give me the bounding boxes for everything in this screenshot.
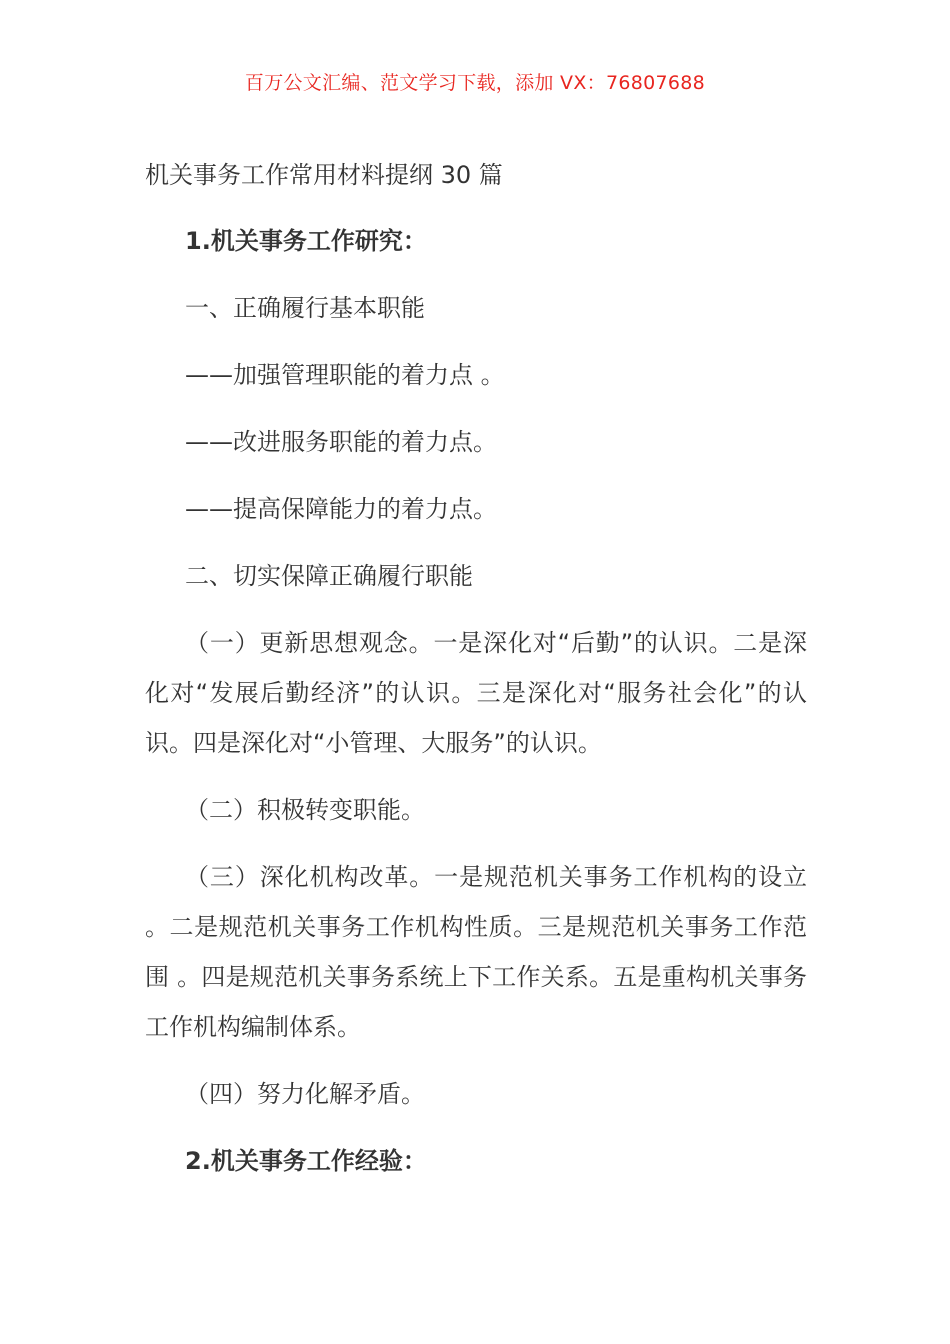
- outline-item: ——提高保障能力的着力点。: [185, 495, 497, 523]
- outline-item: ——改进服务职能的着力点。: [185, 428, 497, 456]
- outline-paragraph: （二）积极转变职能。: [185, 796, 425, 824]
- section-heading-2: 2.机关事务工作经验：: [185, 1147, 427, 1175]
- outline-paragraph: （四）努力化解矛盾。: [185, 1080, 425, 1108]
- outline-heading-2: 二、切实保障正确履行职能: [185, 562, 473, 590]
- outline-paragraph: （一）更新思想观念。一是深化对“后勤”的认识。二是深化对“发展后勤经济”的认识。三是深化对“服务社会化”的认识。四是深化对“小管理、大服务”的认识。: [145, 629, 807, 757]
- download-notice: 百万公文汇编、范文学习下载，添加 VX：76807688: [244, 72, 706, 94]
- document-title: 机关事务工作常用材料提纲 30 篇: [145, 161, 503, 189]
- outline-heading-1: 一、正确履行基本职能: [185, 294, 425, 322]
- outline-paragraph: （三）深化机构改革。一是规范机关事务工作机构的设立 。二是规范机关事务工作机构性质。三是规范机关事务工作范围 。四是规范机关事务系统上下工作关系。五是重构机关事务工作机构编制体系。: [145, 863, 807, 1041]
- outline-item: ——加强管理职能的着力点 。: [185, 361, 505, 389]
- section-heading-1: 1.机关事务工作研究：: [185, 227, 427, 255]
- document-body: [145, 150, 807, 1186]
